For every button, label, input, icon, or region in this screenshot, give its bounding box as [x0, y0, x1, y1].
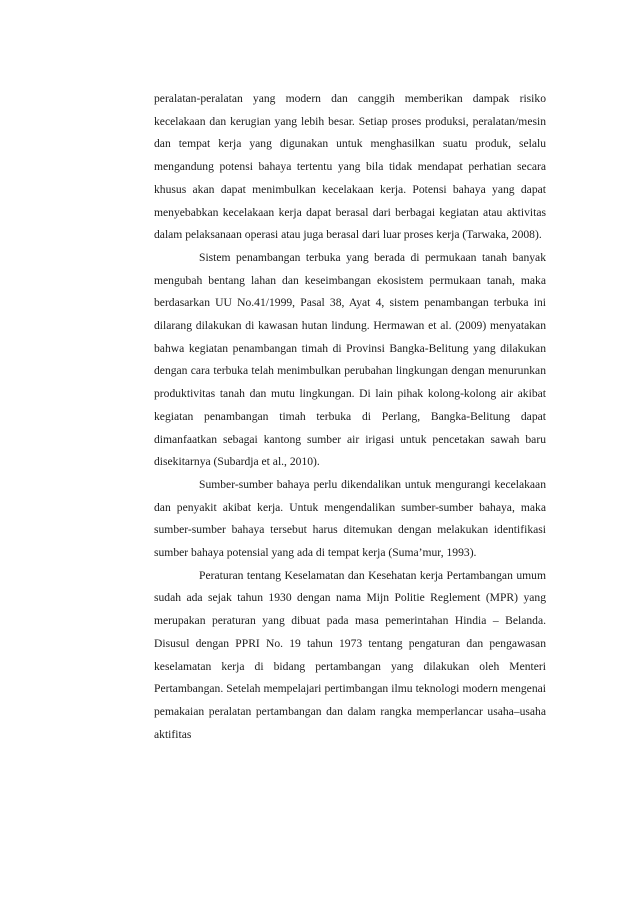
paragraph-open-pit-mining: Sistem penambangan terbuka yang berada di permukaan tanah banyak mengubah bentang lahan dan keseimbangan ekosistem permukaan tanah, maka berdasarkan UU No.41/1999, Pasal 38, Ayat 4, sistem penambangan terbuka ini dilarang dilakukan di kawasan hutan lindung. Hermawan et al. (2009) menyatakan bahwa kegiatan penambangan timah di Provinsi Bangka-Belitung yang dilakukan dengan cara terbuka telah menimbulkan perubahan lingkungan dengan menurunkan produktivitas tanah dan mutu lingkungan. Di lain pihak kolong-kolong air akibat kegiatan penambangan timah terbuka di Perlang, Bangka-Belitung dapat dimanfaatkan sebagai kantong sumber air irigasi untuk pencetakan sawah baru disekitarnya (Subardja et al., 2010).	[154, 250, 546, 469]
paragraph-risk-intro: peralatan-peralatan yang modern dan canggih memberikan dampak risiko kecelakaan dan kerugian yang lebih besar. Setiap proses produksi, peralatan/mesin dan tempat kerja yang digunakan untuk menghasilkan suatu produk, selalu mengandung potensi bahaya tertentu yang bila tidak mendapat perhatian secara khusus akan dapat menimbulkan kecelakaan kerja. Potensi bahaya yang dapat menyebabkan kecelakaan kerja dapat berasal dari berbagai kegiatan atau aktivitas dalam pelaksanaan operasi atau juga berasal dari luar proses kerja (Tarwaka, 2008).	[154, 92, 546, 242]
paragraph-mining-regulation: Peraturan tentang Keselamatan dan Kesehatan kerja Pertambangan umum sudah ada sejak tahun 1930 dengan nama Mijn Politie Reglement (MPR) yang merupakan peraturan yang dibuat pada masa pemerintahan Hindia – Belanda. Disusul dengan PPRI No. 19 tahun 1973 tentang pengaturan dan pengawasan keselamatan kerja di bidang pertambangan yang dilakukan oleh Menteri Pertambangan. Setelah mempelajari pertimbangan ilmu teknologi modern mengenai pemakaian peralatan pertambangan dan dalam rangka memperlancar usaha–usaha aktifitas	[154, 568, 546, 741]
paragraph-hazard-sources: Sumber-sumber bahaya perlu dikendalikan untuk mengurangi kecelakaan dan penyakit akibat kerja. Untuk mengendalikan sumber-sumber bahaya, maka sumber-sumber bahaya tersebut harus ditemukan dengan melakukan identifikasi sumber bahaya potensial yang ada di tempat kerja (Suma’mur, 1993).	[154, 477, 546, 560]
document-page	[154, 88, 546, 746]
